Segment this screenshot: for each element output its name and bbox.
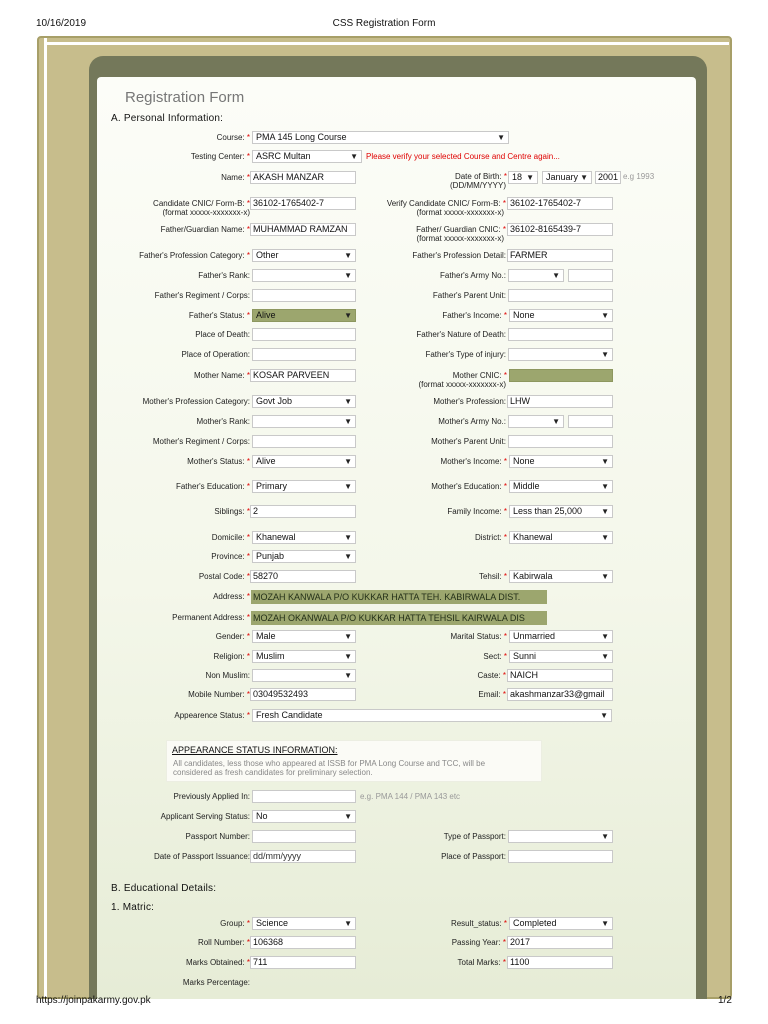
father-nature-death-label: Father's Nature of Death: <box>416 330 506 339</box>
mother-regiment-input[interactable] <box>252 435 356 448</box>
passing-year-input[interactable]: 2017 <box>507 936 613 949</box>
father-nature-death-input[interactable] <box>508 328 613 341</box>
father-army-no-input[interactable] <box>568 269 613 282</box>
email-label: Email: * <box>478 690 506 699</box>
province-select[interactable]: Punjab ▼ <box>252 550 356 563</box>
verify-cnic-format: (format xxxxx-xxxxxxx-x) <box>416 208 504 217</box>
mother-prof-cat-select[interactable]: Govt Job ▼ <box>252 395 356 408</box>
mother-cnic-format: (format xxxxx-xxxxxxx-x) <box>418 380 506 389</box>
course-label: Course: * <box>216 133 250 142</box>
passport-date-input[interactable]: dd/mm/yyyy <box>250 850 356 863</box>
non-muslim-label: Non Muslim: <box>205 671 250 680</box>
dob-label: Date of Birth: * <box>454 172 507 181</box>
address-label: Address: * <box>213 592 250 601</box>
verify-cnic-label: Verify Candidate CNIC/ Form-B: * <box>386 199 506 208</box>
mother-edu-select[interactable]: Middle ▼ <box>509 480 613 493</box>
appearance-select[interactable]: Fresh Candidate ▼ <box>252 709 612 722</box>
mother-parent-unit-input[interactable] <box>508 435 613 448</box>
mother-prof-cat-label: Mother's Profession Category: <box>142 397 250 406</box>
marks-obtained-input[interactable]: 711 <box>250 956 356 969</box>
province-label: Province: * <box>211 552 250 561</box>
info-box-title: APPEARANCE STATUS INFORMATION: <box>172 745 338 755</box>
father-prof-cat-label: Father's Profession Category: * <box>139 251 250 260</box>
mother-rank-select[interactable]: ▼ <box>252 415 356 428</box>
mother-prof-label: Mother's Profession: <box>433 397 506 406</box>
gender-label: Gender: * <box>215 632 250 641</box>
mother-income-select[interactable]: None ▼ <box>509 455 613 468</box>
caste-label: Caste: * <box>477 671 506 680</box>
mother-edu-label: Mother's Education: * <box>431 482 507 491</box>
district-select[interactable]: Khanewal ▼ <box>509 531 613 544</box>
father-prof-detail-label: Father's Profession Detail: <box>412 251 506 260</box>
mother-name-label: Mother Name: * <box>193 371 250 380</box>
perm-address-label: Permanent Address: * <box>172 613 250 622</box>
roll-input[interactable]: 106368 <box>250 936 356 949</box>
father-injury-label: Father's Type of injury: <box>425 350 506 359</box>
dob-year-input[interactable]: 2001 <box>595 171 621 184</box>
email-input[interactable]: akashmanzar33@gmail <box>507 688 613 701</box>
mother-rank-label: Mother's Rank: <box>196 417 250 426</box>
postal-input[interactable]: 58270 <box>250 570 356 583</box>
place-operation-label: Place of Operation: <box>181 350 250 359</box>
passport-place-input[interactable] <box>508 850 613 863</box>
mother-income-label: Mother's Income: * <box>440 457 507 466</box>
father-edu-label: Father's Education: * <box>175 482 250 491</box>
cnic-input[interactable]: 36102-1765402-7 <box>250 197 356 210</box>
passport-no-label: Passport Number: <box>185 832 250 841</box>
mother-parent-unit-label: Mother's Parent Unit: <box>431 437 506 446</box>
father-edu-select[interactable]: Primary ▼ <box>252 480 356 493</box>
mother-prof-input[interactable]: LHW <box>507 395 613 408</box>
passing-year-label: Passing Year: * <box>451 938 506 947</box>
marital-label: Marital Status: * <box>450 632 507 641</box>
religion-label: Religion: * <box>213 652 250 661</box>
father-rank-select[interactable]: ▼ <box>252 269 356 282</box>
perm-address-input[interactable]: MOZAH OKANWALA P/O KUKKAR HATTA TEHSIL KAIRWALA DIS <box>251 611 547 625</box>
name-label: Name: * <box>221 173 250 182</box>
family-income-label: Family Income: * <box>447 507 507 516</box>
roll-label: Roll Number: * <box>197 938 250 947</box>
prev-applied-label: Previously Applied In: <box>173 792 250 801</box>
father-name-input[interactable]: MUHAMMAD RAMZAN <box>250 223 356 236</box>
dob-year-hint: e.g 1993 <box>623 172 655 181</box>
siblings-label: Siblings: * <box>214 507 250 516</box>
cnic-format: (format xxxxx-xxxxxxx-x) <box>162 208 250 217</box>
mother-army-no-input[interactable] <box>568 415 613 428</box>
non-muslim-select[interactable]: ▼ <box>252 669 356 682</box>
course-select[interactable]: PMA 145 Long Course ▼ <box>252 131 509 144</box>
mother-name-input[interactable]: KOSAR PARVEEN <box>250 369 356 382</box>
passport-place-label: Place of Passport: <box>441 852 506 861</box>
prev-applied-hint: e.g. PMA 144 / PMA 143 etc <box>360 792 461 801</box>
passport-no-input[interactable] <box>252 830 356 843</box>
mother-cnic-input[interactable] <box>509 369 613 382</box>
tehsil-select[interactable]: Kabirwala ▼ <box>509 570 613 583</box>
caste-input[interactable]: NAICH <box>507 669 613 682</box>
result-status-label: Result_status: * <box>450 919 507 928</box>
mother-regiment-label: Mother's Regiment / Corps: <box>152 437 250 446</box>
sect-label: Sect: * <box>483 652 507 661</box>
passport-type-label: Type of Passport: <box>443 832 506 841</box>
mother-army-no-label: Mother's Army No.: <box>438 417 506 426</box>
dob-month-select[interactable]: January ▼ <box>542 171 592 184</box>
group-select[interactable]: Science ▼ <box>252 917 356 930</box>
father-income-select[interactable]: None ▼ <box>509 309 613 322</box>
religion-select[interactable]: Muslim ▼ <box>252 650 356 663</box>
passport-date-label: Date of Passport Issuance: <box>153 852 250 861</box>
father-army-no-label: Father's Army No.: <box>440 271 506 280</box>
father-injury-select[interactable]: ▼ <box>508 348 613 361</box>
section-matric: 1. Matric: <box>111 902 155 913</box>
family-income-select[interactable]: Less than 25,000 ▼ <box>509 505 613 518</box>
father-cnic-label: Father/ Guardian CNIC: * <box>416 225 506 234</box>
serving-label: Applicant Serving Status: <box>160 812 250 821</box>
verify-message: Please verify your selected Course and Centre again... <box>366 152 560 161</box>
total-marks-label: Total Marks: * <box>457 958 506 967</box>
appearance-label: Appearence Status: * <box>174 711 250 720</box>
marital-select[interactable]: Unmarried ▼ <box>509 630 613 643</box>
serving-select[interactable]: No ▼ <box>252 810 356 823</box>
mother-status-label: Mother's Status: * <box>187 457 250 466</box>
result-status-select[interactable]: Completed ▼ <box>509 917 613 930</box>
total-marks-input[interactable]: 1100 <box>507 956 613 969</box>
father-status-label: Father's Status: * <box>188 311 250 320</box>
father-prof-cat-select[interactable]: Other ▼ <box>252 249 356 262</box>
tehsil-label: Tehsil: * <box>478 572 507 581</box>
print-title: CSS Registration Form <box>332 18 436 29</box>
father-cnic-input[interactable]: 36102-8165439-7 <box>507 223 613 236</box>
father-name-label: Father/Guardian Name: * <box>160 225 250 234</box>
father-income-label: Father's Income: * <box>442 311 507 320</box>
mother-cnic-label: Mother CNIC: * <box>452 371 507 380</box>
father-army-no-select[interactable]: ▼ <box>508 269 564 282</box>
passport-type-select[interactable]: ▼ <box>508 830 613 843</box>
mother-status-select[interactable]: Alive ▼ <box>252 455 356 468</box>
mobile-label: Mobile Number: * <box>188 690 250 699</box>
section-educational-details: B. Educational Details: <box>111 883 217 894</box>
footer-url[interactable]: https://joinpakarmy.gov.pk <box>36 995 151 1006</box>
testing-center-select[interactable]: ASRC Multan ▼ <box>252 150 362 163</box>
place-death-label: Place of Death: <box>195 330 250 339</box>
place-death-input[interactable] <box>252 328 356 341</box>
footer-page: 1/2 <box>718 995 732 1006</box>
dob-day-select[interactable]: 18 ▼ <box>508 171 538 184</box>
district-label: District: * <box>474 533 507 542</box>
father-prof-detail-input[interactable]: FARMER <box>507 249 613 262</box>
father-parent-unit-label: Father's Parent Unit: <box>432 291 506 300</box>
postal-label: Postal Code: * <box>198 572 250 581</box>
father-regiment-input[interactable] <box>252 289 356 302</box>
marks-obtained-label: Marks Obtained: * <box>185 958 250 967</box>
father-cnic-format: (format xxxxx-xxxxxxx-x) <box>416 234 504 243</box>
appearance-info-box <box>166 740 542 782</box>
cnic-label: Candidate CNIC/ Form-B: * <box>153 199 250 208</box>
sect-select[interactable]: Sunni ▼ <box>509 650 613 663</box>
verify-cnic-input[interactable]: 36102-1765402-7 <box>507 197 613 210</box>
domicile-select[interactable]: Khanewal ▼ <box>252 531 356 544</box>
form-title: Registration Form <box>125 89 245 106</box>
father-status-select[interactable]: Alive ▼ <box>252 309 356 322</box>
section-personal-info: A. Personal Information: <box>111 113 224 124</box>
name-input[interactable]: AKASH MANZAR <box>250 171 356 184</box>
gender-select[interactable]: Male ▼ <box>252 630 356 643</box>
address-input[interactable]: MOZAH KANWALA P/O KUKKAR HATTA TEH. KABIRWALA DIST. <box>251 590 547 604</box>
info-box-text-2: considered as fresh candidates for preliminary selection. <box>173 768 373 777</box>
prev-applied-input[interactable] <box>252 790 356 803</box>
marks-pct-label: Marks Percentage: <box>182 978 250 987</box>
dob-format: (DD/MM/YYYY) <box>450 181 506 190</box>
testing-center-label: Testing Center: * <box>190 152 250 161</box>
siblings-input[interactable]: 2 <box>250 505 356 518</box>
mother-army-no-select[interactable]: ▼ <box>508 415 564 428</box>
print-date: 10/16/2019 <box>36 18 87 29</box>
info-box-text-1: All candidates, less those who appeared at ISSB for PMA Long Course and TCC, will be <box>173 759 486 768</box>
domicile-label: Domicile: * <box>211 533 250 542</box>
father-parent-unit-input[interactable] <box>508 289 613 302</box>
group-label: Group: * <box>220 919 250 928</box>
place-operation-input[interactable] <box>252 348 356 361</box>
father-regiment-label: Father's Regiment / Corps: <box>154 291 250 300</box>
father-rank-label: Father's Rank: <box>198 271 250 280</box>
mobile-input[interactable]: 03049532493 <box>250 688 356 701</box>
